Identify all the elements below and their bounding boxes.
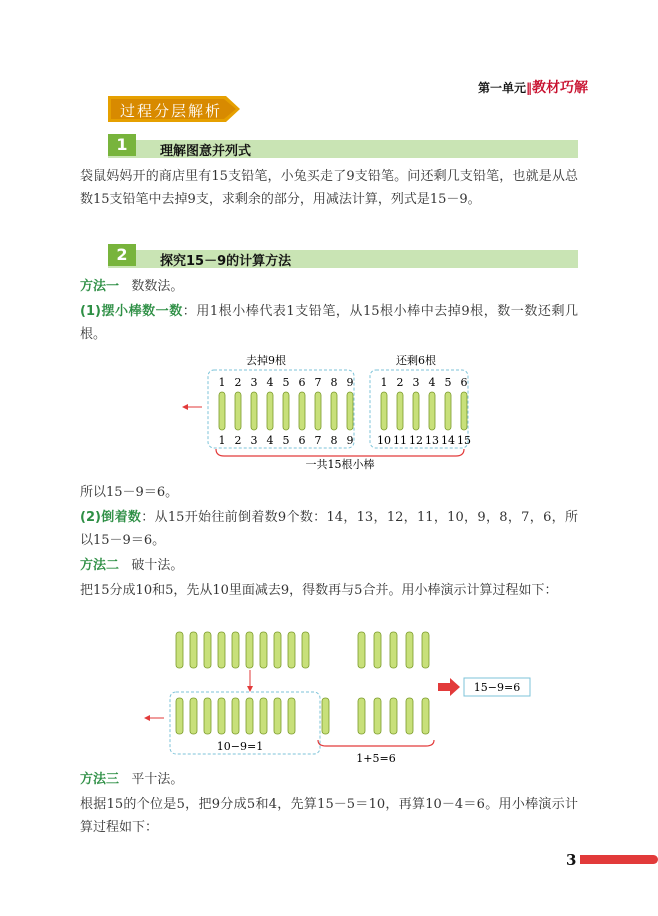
stick-number: 6 [298,376,306,389]
method-3-line [80,768,578,791]
stick [461,392,467,430]
method-2-name: 破十法。 [131,558,184,573]
figure-1-brace [216,449,464,456]
stick-number: 3 [412,376,420,389]
stick [204,698,211,734]
stick [358,632,365,668]
stick-number: 2 [396,376,404,389]
stick [204,632,211,668]
figure-1-remaining-label: 还剩6根 [396,354,436,367]
method-3-text: 根据15的个位是5，把9分成5和4，先算15－5＝10，再算10－4＝6。用小棒演示计算过程如下： [80,797,578,835]
stick-number: 15 [457,434,471,447]
method-1-name: 数数法。 [131,279,184,294]
stick [390,632,397,668]
stick-number: 7 [314,434,322,447]
stick-number: 6 [460,376,468,389]
stick [251,392,257,430]
stick-number: 5 [282,376,290,389]
stick-number: 4 [266,376,274,389]
stick [219,392,225,430]
method-1-sub2 [80,506,578,552]
figure-1-total-label: 一共15根小棒 [305,458,375,471]
stick [190,698,197,734]
stick [406,632,413,668]
figure-2-top-sticks [176,632,429,668]
stick [422,698,429,734]
stick [260,632,267,668]
stick [190,632,197,668]
method-1-sub1-label: (1)摆小棒数一数 [80,304,183,319]
stick-number: 5 [282,434,290,447]
stick [406,698,413,734]
method-1-sub2-text: ：从15开始往前倒着数9个数：14，13，12，11，10，9，8，7，6，所以15－9＝6。 [80,510,578,548]
header-title: 教材巧解 [532,80,588,96]
stick [232,698,239,734]
figure-2-right-arrow [438,678,460,696]
method-2-label: 方法二 [80,558,120,573]
stick-number: 8 [330,376,338,389]
stick [358,698,365,734]
stick-number: 9 [346,376,354,389]
method-3-name: 平十法。 [131,772,184,787]
method-1-sub1-text: ：用1根小棒代表1支铅笔，从15根小棒中去掉9根，数一数还剩几根。 [80,304,578,342]
stick-number: 2 [234,376,242,389]
stick [176,632,183,668]
stick-number: 11 [393,434,407,447]
stick [218,632,225,668]
stick [218,698,225,734]
stick [235,392,241,430]
stick [288,632,295,668]
stick-number: 1 [218,376,226,389]
page-number: 3 [566,851,577,869]
stick-number: 12 [409,434,423,447]
stick [390,698,397,734]
stick [397,392,403,430]
stick [274,632,281,668]
section-1-number: 1 [108,134,136,156]
stick-number: 7 [314,376,322,389]
figure-1-removed-label: 去掉9根 [246,354,286,367]
stick [302,632,309,668]
figure-2-bottom-sticks [176,698,429,734]
stick [422,632,429,668]
stick [347,392,353,430]
stick [429,392,435,430]
section-2-number: 2 [108,244,136,266]
method-1-sub1 [80,300,578,346]
method-1-line [80,275,578,298]
footer-red-bar [580,855,658,864]
figure-1-arrow-head [182,404,188,410]
stick-number: 1 [218,434,226,447]
stick [260,698,267,734]
stick [374,632,381,668]
figure-2-left-arrow-head [144,715,150,721]
stick-number: 1 [380,376,388,389]
method-2-text: 把15分成10和5，先从10里面减去9，得数再与5合并。用小棒演示计算过程如下： [80,583,558,598]
figure-1-sticks [180,352,480,472]
method-3-label: 方法三 [80,772,120,787]
section-2-title: 探究15－9的计算方法 [160,254,292,269]
stick [331,392,337,430]
stick [299,392,305,430]
stick [322,698,329,734]
stick-number: 2 [234,434,242,447]
figure-2-result-text: 15−9=6 [473,681,521,694]
unit-label: 第一单元 [477,81,526,95]
stick [283,392,289,430]
figure-2-sticks [140,628,540,773]
section-1-text: 袋鼠妈妈开的商店里有15支铅笔，小兔买走了9支铅笔。问还剩几支铅笔，也就是从总数15支铅笔中去掉9支，求剩余的部分，用减法计算，列式是15－9。 [80,169,578,207]
method-2-line [80,554,578,577]
stick-number: 3 [250,434,258,447]
stick [288,698,295,734]
stick [267,392,273,430]
stick [381,392,387,430]
stick [374,698,381,734]
stick [445,392,451,430]
stick-number: 3 [250,376,258,389]
method-1-sub2-label: (2)倒着数 [80,510,142,525]
stick [232,632,239,668]
stick [176,698,183,734]
stick-number: 9 [346,434,354,447]
stick [274,698,281,734]
stick [413,392,419,430]
stick-number: 6 [298,434,306,447]
figure-1-bottom-numbers [219,434,472,447]
figure-2-down-arrow-head [247,686,253,692]
stick-number: 10 [377,434,391,447]
running-header: 第一单元‖教材巧解 [477,80,588,96]
figure-2-brace [318,740,434,746]
figure-1-stick-group [219,392,467,430]
figure-2-left-label: 10−9=1 [216,740,264,753]
stick-number: 5 [444,376,452,389]
stick [315,392,321,430]
stick-number: 8 [330,434,338,447]
method-1-result: 所以15－9＝6。 [80,485,179,500]
banner-title: 过程分层解析 [120,102,223,120]
stick-number: 14 [441,434,455,447]
method-1-label: 方法一 [80,279,120,294]
stick-number: 4 [428,376,436,389]
stick-number: 4 [266,434,274,447]
stick [246,698,253,734]
figure-2-right-label: 1+5=6 [356,752,396,765]
section-1-title: 理解图意并列式 [160,144,252,159]
figure-1-top-numbers [219,376,468,389]
stick-number: 13 [425,434,439,447]
stick [246,632,253,668]
